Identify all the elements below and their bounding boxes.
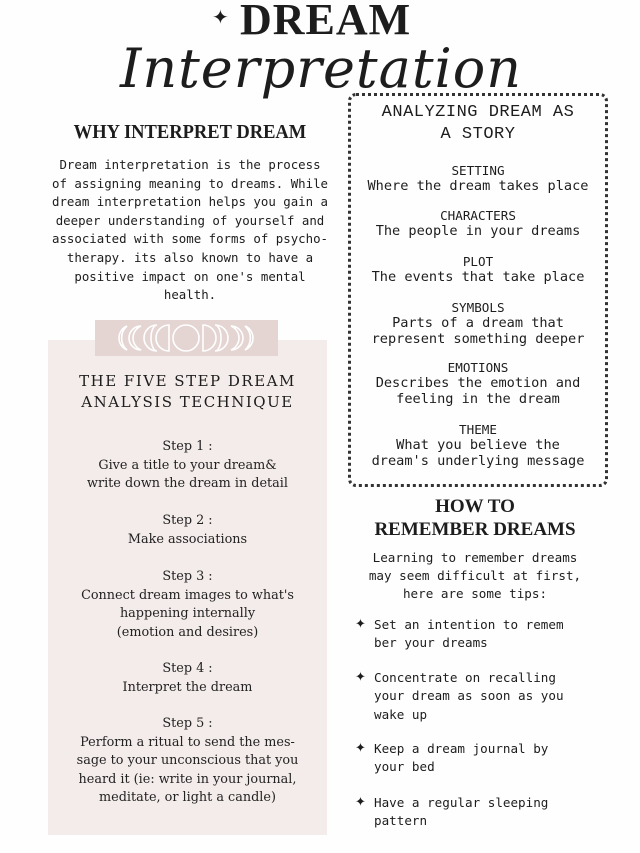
text-line: positive impact on one's mental <box>74 268 306 284</box>
bullet-star-icon: ✦ <box>355 741 366 756</box>
text-line: Learning to remember dreams <box>372 550 578 565</box>
moon-phases-icon <box>95 320 278 356</box>
title-line: ANALYZING DREAM AS <box>381 103 575 122</box>
story-item-characters <box>348 208 608 240</box>
story-item-emotions <box>348 360 608 407</box>
step-text: (emotion and desires) <box>116 624 259 640</box>
title-line: A STORY <box>440 125 516 144</box>
text-line: of assigning meaning to dreams. While <box>51 175 328 191</box>
title-line: HOW TO <box>435 496 515 517</box>
item-text: The people in your dreams <box>375 222 581 239</box>
tip-text: wake up <box>374 706 428 722</box>
title-interpretation: Interpretation <box>120 37 523 100</box>
step-text: Connect dream images to what's <box>81 587 294 603</box>
story-item-theme <box>348 422 608 469</box>
step-2 <box>48 512 327 549</box>
story-title <box>348 102 608 146</box>
item-text: represent something deeper <box>371 330 585 347</box>
item-text: dream's underlying message <box>371 452 585 469</box>
text-line: dream interpretation helps you gain a <box>51 194 328 210</box>
remember-title <box>340 495 610 541</box>
tip-item <box>355 794 615 831</box>
text-line: deeper understanding of yourself and <box>55 212 325 228</box>
bullet-star-icon: ✦ <box>355 617 366 632</box>
tip-text: Have a regular sleeping <box>374 795 549 810</box>
bullet-star-icon: ✦ <box>355 670 366 685</box>
tip-text: pattern <box>374 813 428 829</box>
step-text: happening internally <box>119 606 256 621</box>
text-line: here are some tips: <box>402 586 548 601</box>
tip-text: ber your dreams <box>374 635 488 651</box>
item-text: feeling in the dream <box>396 390 560 407</box>
item-text: Parts of a dream that <box>392 314 564 331</box>
step-text: Make associations <box>127 531 248 547</box>
tip-text: Concentrate on recalling <box>374 670 556 685</box>
title-line: REMEMBER DREAMS <box>374 519 576 540</box>
item-text: The events that take place <box>371 268 585 285</box>
bullet-star-icon: ✦ <box>355 795 366 810</box>
item-label: THEME <box>459 422 497 437</box>
title-line: ANALYSIS TECHNIQUE <box>81 393 294 411</box>
story-item-setting <box>348 163 608 195</box>
item-text: What you believe the <box>396 436 560 453</box>
tip-item <box>355 616 615 653</box>
step-label: Step 2 : <box>162 513 213 528</box>
why-title: WHY INTERPRET DREAM <box>73 122 307 143</box>
step-text: meditate, or light a candle) <box>99 790 276 805</box>
tip-item <box>355 740 615 777</box>
five-step-title <box>48 371 327 413</box>
step-1 <box>48 438 327 494</box>
step-label: Step 1 : <box>162 439 213 454</box>
step-text: Perform a ritual to send the mes- <box>80 734 295 750</box>
title-line: THE FIVE STEP DREAM <box>79 372 296 390</box>
item-text: Where the dream takes place <box>367 177 589 194</box>
step-text: Give a title to your dream& <box>98 457 277 473</box>
step-label: Step 5 : <box>162 716 213 731</box>
item-label: CHARACTERS <box>440 208 516 223</box>
step-5 <box>48 715 327 808</box>
star-icon: ✦ <box>212 7 229 29</box>
tip-text: your bed <box>374 759 435 775</box>
text-line: may seem difficult at first, <box>368 568 582 583</box>
tip-text: Keep a dream journal by <box>374 741 549 756</box>
item-label: EMOTIONS <box>447 360 509 375</box>
story-item-plot <box>348 254 608 286</box>
text-line: associated with some forms of psycho- <box>51 231 328 247</box>
step-label: Step 3 : <box>162 569 213 584</box>
step-text: Interpret the dream <box>122 679 253 695</box>
item-label: SYMBOLS <box>451 300 505 315</box>
text-line: therapy. its also known to have a <box>66 249 314 265</box>
step-text: write down the dream in detail <box>87 476 288 491</box>
step-label: Step 4 : <box>162 661 213 676</box>
step-4 <box>48 660 327 697</box>
item-text: Describes the emotion and <box>375 374 581 391</box>
item-label: SETTING <box>451 163 505 178</box>
title-dream: DREAM <box>240 0 412 44</box>
step-3 <box>48 568 327 642</box>
step-text: heard it (ie: write in your journal, <box>78 771 297 787</box>
item-label: PLOT <box>462 254 494 269</box>
text-line: health. <box>163 287 217 303</box>
tip-text: Set an intention to remem <box>374 617 564 632</box>
story-item-symbols <box>348 300 608 347</box>
tips-intro <box>340 549 610 603</box>
tip-item <box>355 669 615 724</box>
why-paragraph <box>40 156 340 305</box>
step-text: sage to your unconscious that you <box>76 753 299 768</box>
tip-text: your dream as soon as you <box>374 688 564 704</box>
text-line: Dream interpretation is the process <box>59 157 321 172</box>
